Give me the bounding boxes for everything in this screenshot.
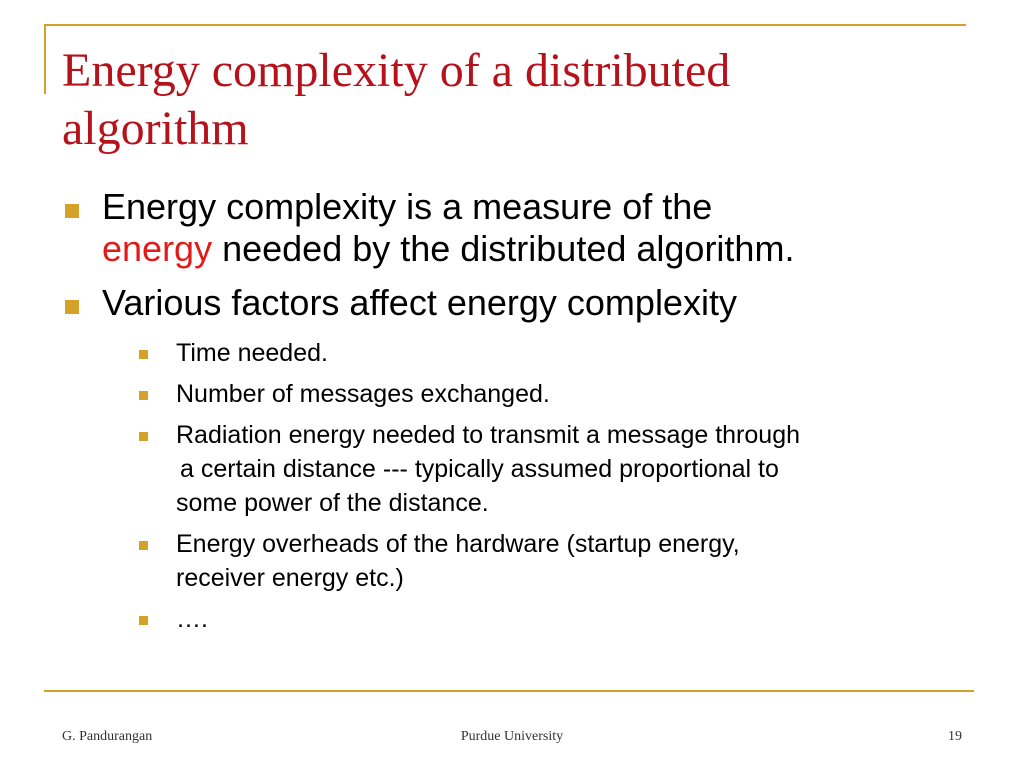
square-bullet-icon — [65, 300, 79, 314]
sub-bullet-text: Number of messages exchanged. — [176, 380, 550, 408]
highlighted-word-energy: energy — [102, 228, 213, 269]
sub-bullet-continuation-2: some power of the distance. — [176, 489, 489, 517]
bullet-text: Various factors affect energy complexity — [102, 282, 737, 323]
bullet-text-line-2: needed by the distributed algorithm. — [212, 228, 795, 269]
sub-bullet-continuation-1: a certain distance --- typically assumed proportional to — [180, 455, 779, 483]
bullet-various-factors — [62, 282, 982, 324]
slide-title — [62, 42, 962, 158]
square-bullet-icon — [139, 541, 148, 550]
bullet-energy-complexity-definition — [62, 186, 982, 270]
frame-top-rule — [44, 24, 966, 26]
title-line-2: algorithm — [62, 102, 249, 155]
sub-bullet-list — [62, 336, 982, 636]
footer-page-number: 19 — [948, 729, 962, 744]
footer-institution: Purdue University — [460, 729, 564, 744]
frame-left-rule — [44, 24, 46, 94]
sub-bullet-text: …. — [176, 605, 208, 633]
footer-rule — [44, 690, 974, 692]
square-bullet-icon — [139, 432, 148, 441]
square-bullet-icon — [65, 204, 79, 218]
sub-bullet-hardware-overheads — [62, 527, 982, 595]
title-line-1: Energy complexity of a distributed — [62, 44, 731, 97]
sub-bullet-ellipsis — [62, 602, 982, 636]
sub-bullet-radiation-energy — [62, 418, 982, 520]
sub-bullet-messages-exchanged — [62, 377, 982, 411]
sub-bullet-text: Energy overheads of the hardware (startup energy, — [176, 530, 740, 558]
slide-body — [62, 186, 982, 643]
square-bullet-icon — [139, 350, 148, 359]
square-bullet-icon — [139, 616, 148, 625]
footer-author: G. Pandurangan — [62, 729, 153, 744]
sub-bullet-text: Time needed. — [176, 339, 328, 367]
sub-bullet-continuation-1: receiver energy etc.) — [176, 564, 404, 592]
bullet-text-line-1: Energy complexity is a measure of the — [102, 186, 713, 227]
sub-bullet-time-needed — [62, 336, 982, 370]
sub-bullet-text: Radiation energy needed to transmit a message through — [176, 421, 800, 449]
square-bullet-icon — [139, 391, 148, 400]
